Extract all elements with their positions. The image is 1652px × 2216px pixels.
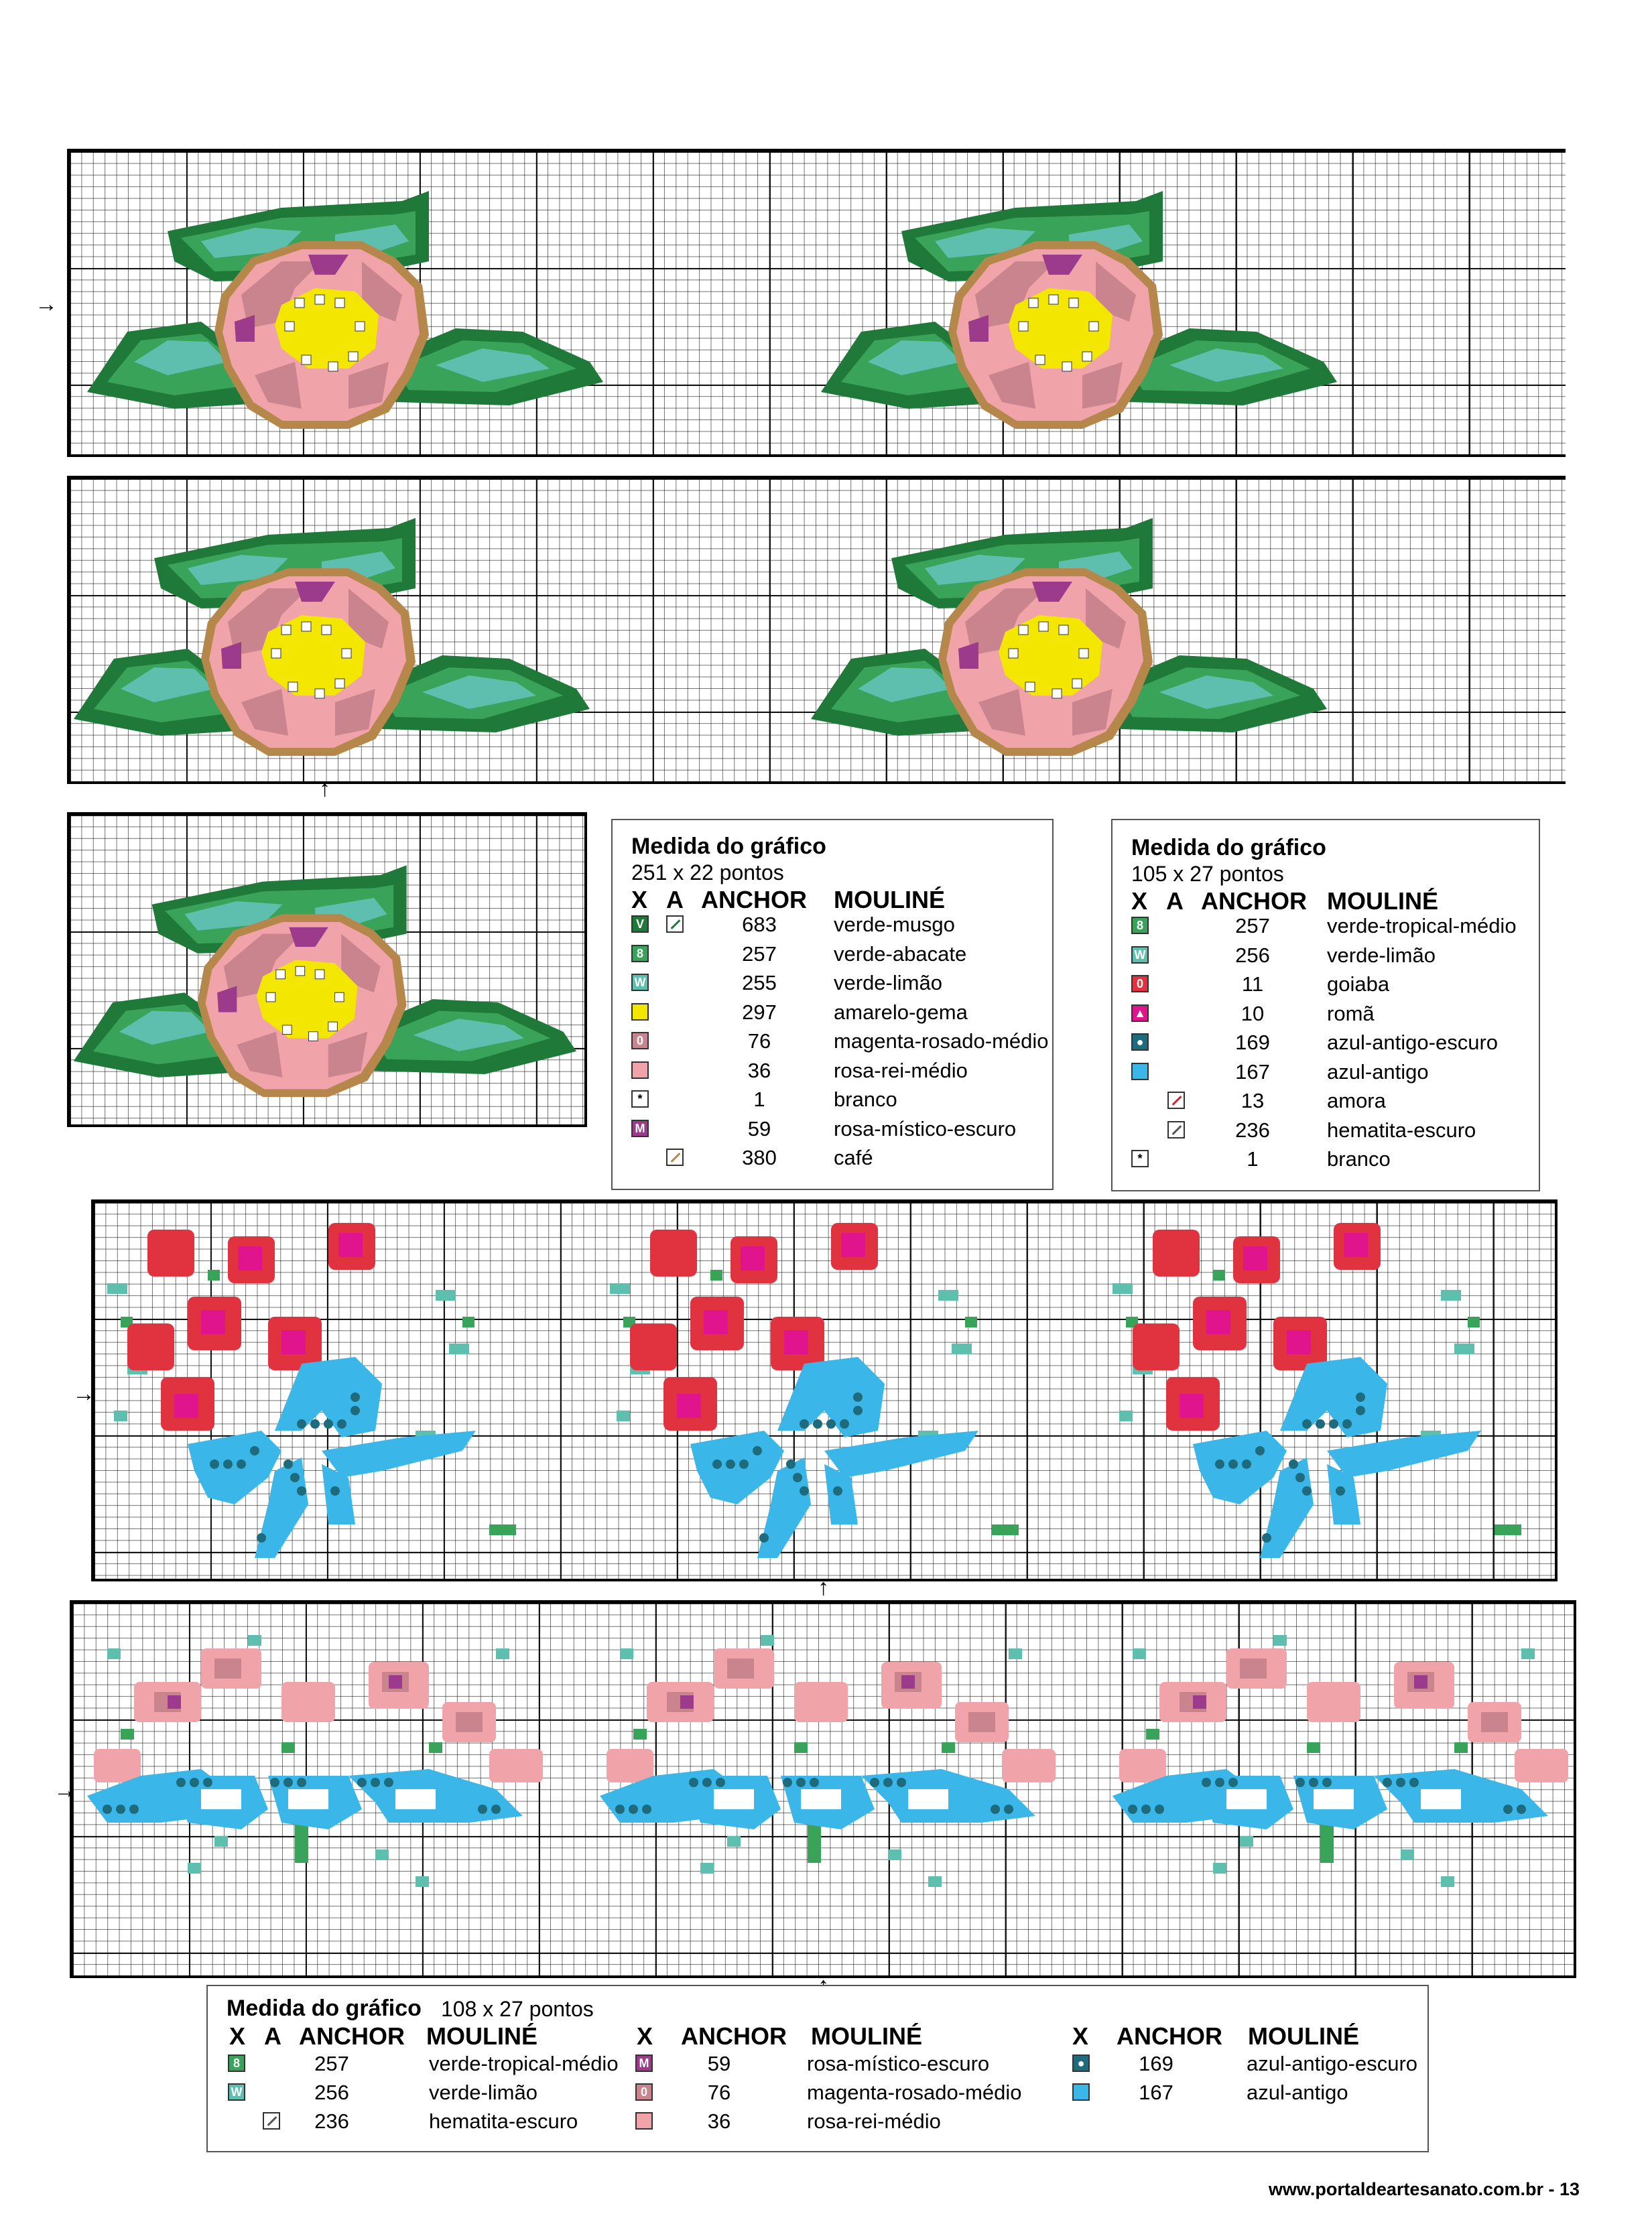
legend-header-mouline: MOULINÉ [1327,887,1438,915]
anchor-code: 59 [707,2052,731,2075]
color-swatch-icon: ● [1131,1033,1149,1051]
legend-row [224,2052,626,2076]
anchor-code: 236 [314,2109,349,2133]
legend-roses-ribbon [1111,819,1540,1191]
legend-row [1129,1147,1531,1171]
legend-row [635,2109,1037,2134]
legend-header-x: X [1072,2022,1089,2050]
legend-header-mouline: MOULINÉ [1248,2022,1359,2050]
legend-header-anchor: ANCHOR [299,2022,405,2050]
color-swatch-icon: V [631,915,649,933]
color-name: rosa-rei-médio [834,1058,968,1082]
center-arrow-icon: → [54,1778,76,1803]
anchor-code: 167 [1139,2081,1173,2104]
anchor-code: 256 [314,2081,349,2104]
anchor-code: 257 [742,941,777,966]
color-swatch-icon: 8 [1131,917,1149,934]
color-name: café [834,1146,873,1169]
legend-header-anchor: ANCHOR [701,886,807,913]
legend-header-mouline: MOULINÉ [426,2022,537,2050]
legend-roses-bow [206,1985,1429,2152]
legend-row [629,1059,1044,1083]
legend-row [1129,943,1531,968]
color-swatch-icon: M [631,1120,649,1137]
anchor-code: 257 [1235,914,1270,937]
color-name: azul-antigo-escuro [1327,1031,1499,1054]
color-swatch-icon: 0 [1131,975,1149,992]
anchor-code: 76 [747,1029,771,1053]
legend-row [224,2081,626,2105]
color-name: verde-musgo [834,913,955,936]
legend-row [1129,914,1531,938]
legend-row [1129,1002,1531,1026]
color-swatch-icon: W [631,974,649,991]
anchor-code: 255 [742,971,777,994]
color-name: branco [1327,1147,1391,1171]
center-arrow-icon: ↑ [818,1575,829,1600]
color-swatch-icon: ● [1072,2055,1090,2072]
legend-row [635,2052,1037,2076]
color-swatch-icon [1072,2083,1090,2101]
legend-row [1129,1089,1531,1113]
color-name: azul-antigo [1327,1059,1429,1084]
color-name: romã [1327,1001,1375,1025]
color-swatch-icon [1131,1063,1149,1080]
color-swatch-icon: 8 [228,2055,245,2072]
rose-ribbon-motif [603,1210,1059,1571]
anchor-code: 36 [747,1058,771,1082]
flower-motif [80,161,603,442]
legend-header-x: X [1131,887,1148,915]
color-swatch-icon: W [1131,946,1149,964]
color-name: verde-tropical-médio [1327,914,1517,937]
color-swatch-icon [631,1061,649,1079]
legend-row [1072,2052,1421,2076]
legend-row [635,2081,1037,2105]
legend-title: Medida do gráfico [227,1996,422,2021]
legend-row [1129,972,1531,996]
legend-header-mouline: MOULINÉ [811,2022,922,2050]
color-name: amarelo-gema [834,1000,968,1024]
anchor-code: 76 [707,2081,731,2104]
legend-size: 251 x 22 pontos [631,860,784,885]
anchor-code: 36 [707,2109,731,2133]
color-name: azul-antigo [1247,2081,1348,2104]
color-name: magenta-rosado-médio [807,2081,1022,2104]
legend-row [224,2109,626,2134]
anchor-code: 380 [742,1146,777,1169]
legend-size: 105 x 27 pontos [1131,862,1284,886]
footer-site-page[interactable]: www.portaldeartesanato.com.br - 13 [1268,2179,1580,2199]
backstitch-swatch-icon [1167,1121,1185,1138]
legend-row [1129,1031,1531,1055]
center-arrow-icon: → [72,1381,95,1407]
color-name: verde-limão [834,971,942,994]
legend-header-x: X [631,886,648,913]
anchor-code: 1 [753,1088,765,1111]
color-swatch-icon: 0 [631,1032,649,1049]
anchor-code: 10 [1241,1001,1265,1025]
rose-bow-motif [1106,1608,1602,1970]
anchor-code: 1 [1247,1147,1259,1171]
flower-motif [804,488,1327,769]
legend-header-a: A [666,886,684,913]
legend-size: 108 x 27 pontos [441,1997,594,2021]
color-name: hematita-escuro [1327,1118,1476,1142]
color-name: verde-tropical-médio [429,2052,619,2075]
legend-row [629,942,1044,966]
color-name: hematita-escuro [429,2109,578,2133]
color-swatch-icon: 0 [635,2083,653,2101]
anchor-code: 236 [1235,1118,1270,1142]
anchor-code: 167 [1235,1059,1270,1084]
color-name: verde-limão [1327,943,1436,967]
color-name: verde-abacate [834,941,967,966]
legend-header-a: A [1166,887,1184,915]
legend-row [1129,1060,1531,1084]
anchor-code: 169 [1235,1031,1270,1054]
legend-flowers [611,819,1054,1190]
anchor-code: 11 [1241,972,1264,996]
legend-header-x: X [637,2022,653,2050]
backstitch-swatch-icon [263,2112,280,2130]
anchor-code: 257 [314,2052,349,2075]
flower-motif [814,161,1337,442]
anchor-code: 683 [742,913,777,936]
color-swatch-icon [631,1003,649,1021]
anchor-code: 13 [1241,1089,1265,1112]
legend-row [629,1117,1044,1141]
legend-row [1129,1118,1531,1143]
anchor-code: 169 [1139,2052,1173,2075]
legend-row [629,971,1044,995]
legend-header-mouline: MOULINÉ [834,886,945,913]
color-name: rosa-místico-escuro [834,1116,1017,1140]
center-arrow-icon: ↑ [319,776,330,801]
color-name: goiaba [1327,972,1390,996]
legend-row [629,1029,1049,1053]
color-name: magenta-rosado-médio [834,1029,1049,1053]
center-arrow-icon: → [35,291,58,317]
color-name: azul-antigo-escuro [1247,2052,1418,2075]
legend-title: Medida do gráfico [631,834,826,859]
anchor-code: 59 [747,1116,771,1140]
color-name: rosa-místico-escuro [807,2052,990,2075]
rose-ribbon-motif [101,1210,556,1571]
color-name: branco [834,1088,897,1111]
legend-row [1072,2081,1421,2105]
rose-bow-motif [80,1608,576,1970]
legend-row [629,913,1044,937]
legend-title: Medida do gráfico [1131,835,1326,860]
legend-header-a: A [264,2022,281,2050]
legend-header-anchor: ANCHOR [1117,2022,1222,2050]
legend-header-anchor: ANCHOR [1201,887,1307,915]
color-name: rosa-rei-médio [807,2109,941,2133]
legend-row [629,1088,1044,1112]
legend-row [629,1000,1044,1025]
backstitch-swatch-icon [666,915,684,933]
backstitch-swatch-icon [666,1149,684,1166]
legend-header-anchor: ANCHOR [681,2022,787,2050]
anchor-code: 297 [742,1000,777,1024]
rose-bow-motif [593,1608,1089,1970]
rose-ribbon-motif [1106,1210,1562,1571]
color-swatch-icon: * [631,1090,649,1108]
color-swatch-icon: W [228,2083,245,2101]
anchor-code: 256 [1235,943,1270,967]
color-swatch-icon: ▲ [1131,1004,1149,1022]
legend-header-x: X [229,2022,246,2050]
color-swatch-icon: * [1131,1150,1149,1167]
color-name: verde-limão [429,2081,537,2104]
flower-motif [67,488,590,769]
color-name: amora [1327,1089,1386,1112]
flower-motif [67,832,576,1114]
color-swatch-icon: 8 [631,945,649,962]
color-swatch-icon [635,2112,653,2130]
color-swatch-icon: M [635,2055,653,2072]
backstitch-swatch-icon [1167,1092,1185,1109]
legend-row [629,1146,1044,1170]
